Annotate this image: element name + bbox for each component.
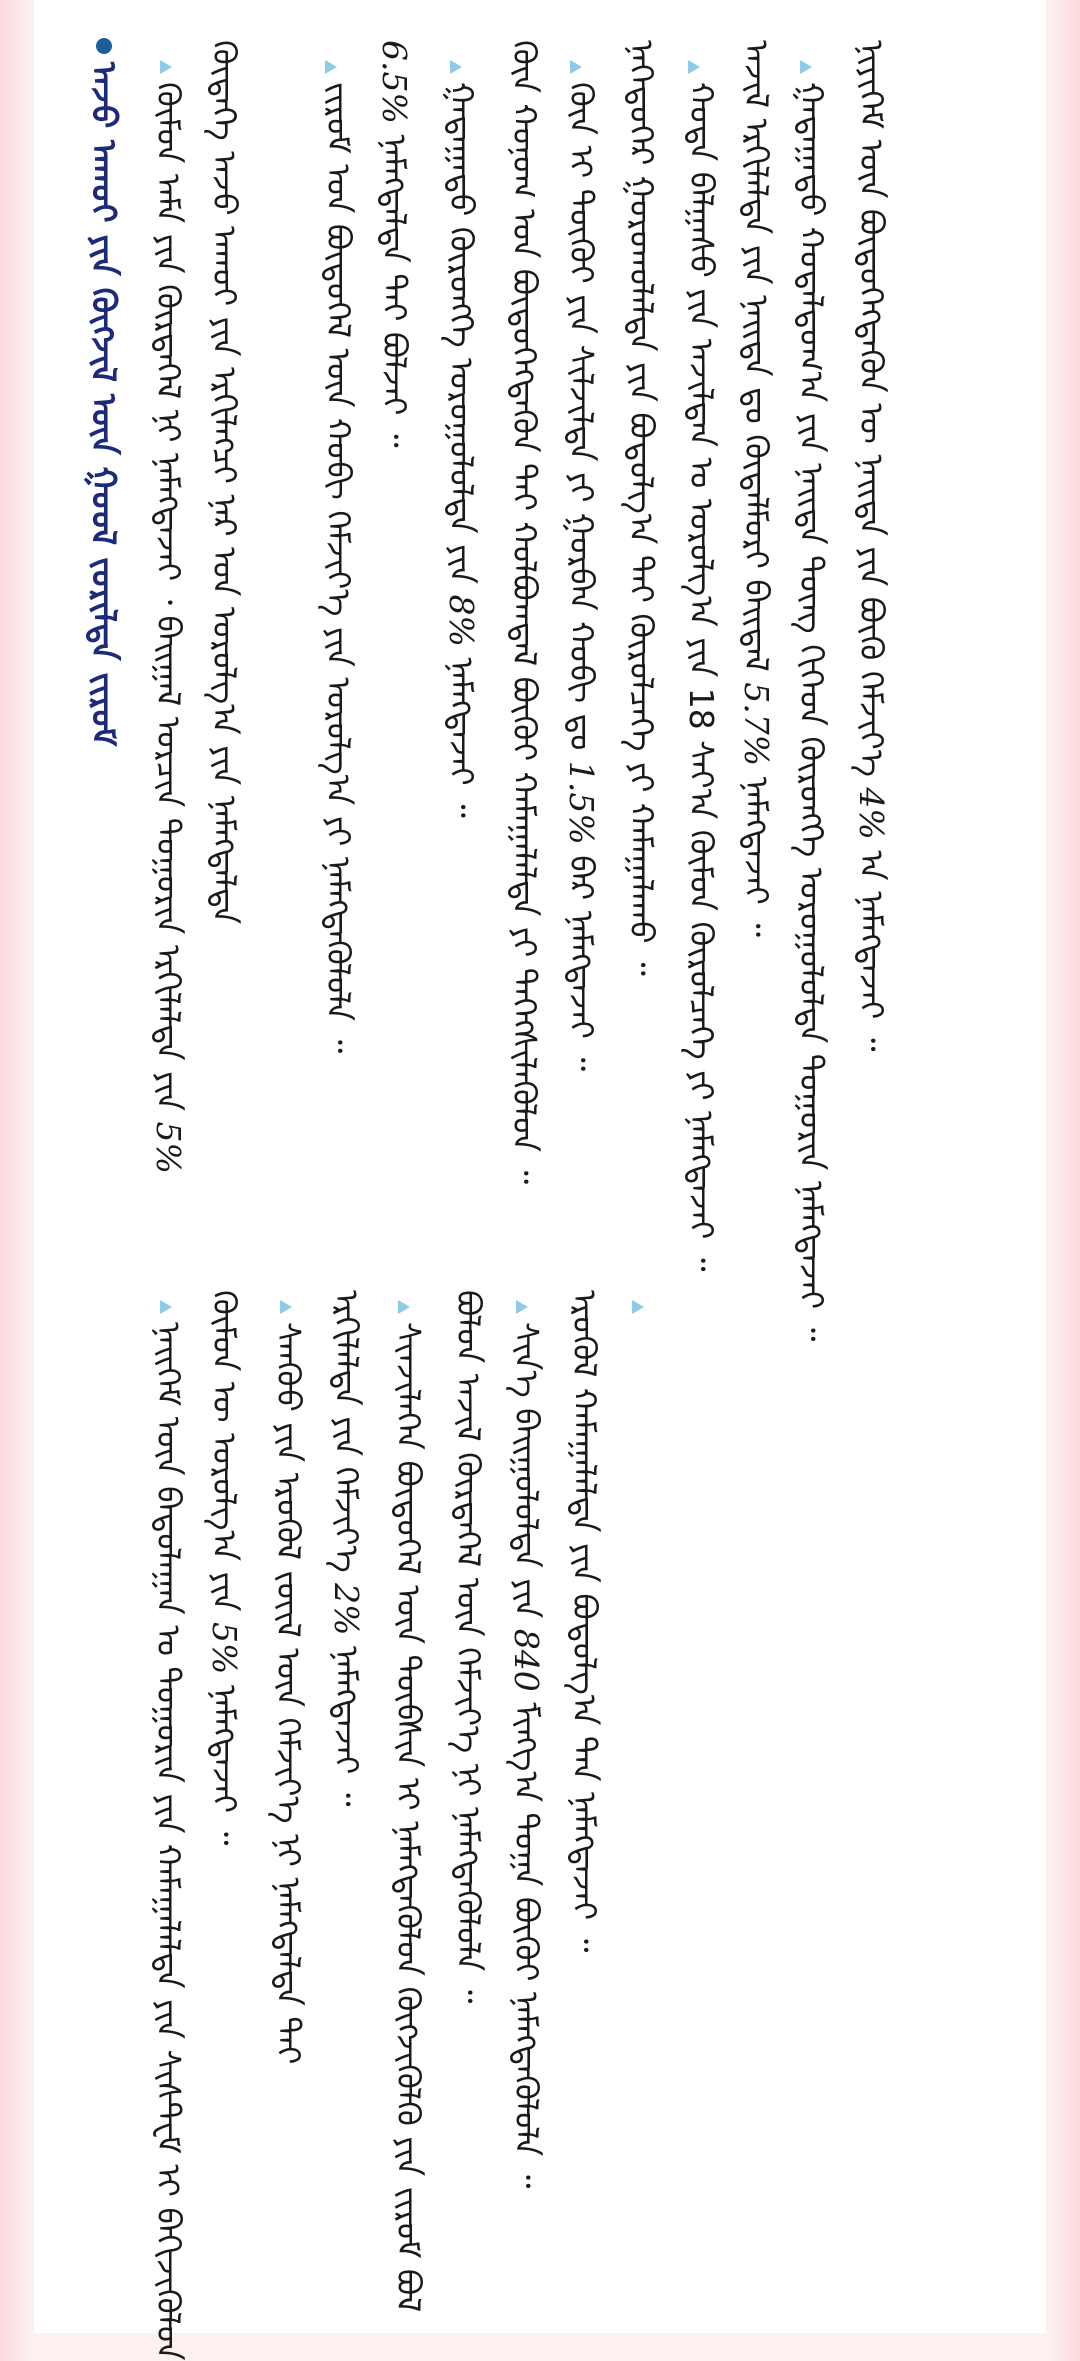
bullet-triangle-icon: [280, 1300, 292, 1314]
text-column: ᠭᠠᠳᠠᠭᠠᠳᠤ ᠬᠤᠳᠠᠯᠳᠤᠭ᠎ᠠ ᠶᠢᠨ ᠨᠡᠢᠲᠡ ᠳᠦᠩ ᠬᠢᠭᠡᠳ ᠬᠥᠷᠥᠩᠭᠡ ᠣᠷᠤᠭᠤᠯᠤᠯᠲᠠ ᠲᠤᠭᠤᠷᠢᠨ ᠨᠡᠮᠡᠭᠳᠡᠵᠡᠢ ᠃: [792, 82, 831, 1342]
text-column: ᠭᠠᠳᠠᠭᠠᠳᠤ ᠬᠥᠷᠥᠩᠭᠡ ᠣᠷᠤᠭᠤᠯᠤᠯᠲᠠ ᠶᠢᠨ 8% ᠨᠡᠮᠡᠭᠳᠡᠵᠡᠢ ᠃: [442, 82, 481, 818]
text-column: ᠰᠢᠨᠵᠢᠯᠡᠭᠡᠨ ᠪᠦᠲᠦᠭᠡᠯ ᠦᠨ ᠲᠦᠪᠰᠢᠨ ᠢ ᠨᠡᠮᠡᠭᠳᠡᠭᠦᠯᠦᠨ ᠬᠥᠭᠵᠢᠭᠦᠯᠬᠦ ᠶᠢᠨ ᠵᠢᠷᠤᠮ ᠪᠣᠯ: [389, 1322, 428, 2313]
bullet-triangle-icon: [632, 1300, 644, 1314]
text-column: ᠡᠷᠦᠬᠦᠯ ᠬᠠᠮᠠᠭᠠᠯᠠᠯᠲᠠ ᠶᠢᠨ ᠪᠣᠳᠣᠯᠭ᠎ᠠ ᠲᠡᠨ ᠨᠡᠮᠡᠭᠳᠡᠵᠡᠢ ᠃: [565, 1290, 604, 1953]
text-column: ᠬᠥᠳᠡᠭᠡ ᠠᠵᠤ ᠠᠬᠤᠢ ᠶᠢᠨ ᠡᠷᠬᠢᠯᠡᠭᠴᠢ ᠨᠠᠷ ᠤᠨ ᠣᠷᠣᠯᠭ᠎ᠠ ᠶᠢᠨ ᠨᠡᠮᠡᠭᠳᠡᠯᠲᠡ: [205, 40, 244, 925]
text-column: ᠨᠢᠶᠢᠭᠡᠮ ᠦᠨ ᠪᠦᠲᠦᠭᠡᠭᠳᠡᠬᠦᠨ ᠦ ᠨᠡᠢᠲᠡ ᠶᠢᠨ ᠪᠥᠬᠥ ᠬᠡᠮᠵᠢᠶ᠎ᠡ 4% ᠡᠨ ᠨᠡᠮᠡᠭᠳᠡᠵᠡᠢ ᠃: [852, 40, 891, 1052]
text-column: ᠰᠠᠨᠬᠦᠦ ᠶᠢᠨ ᠡᠷᠦᠬᠦᠯ ᠵᠦᠢᠯ ᠦᠨ ᠬᠡᠮᠵᠢᠶ᠎ᠡ ᠨᠢ ᠨᠡᠮᠡᠭᠳᠡᠯᠲᠡ ᠲᠠᠢ: [269, 1322, 308, 2065]
text-column: ᠠᠵᠢᠯ ᠡᠷᠬᠢᠯᠡᠯᠲᠡ ᠶᠢᠨ ᠨᠡᠢᠲᠡ ᠳᠤ ᠬᠥᠳᠡᠯᠮᠦᠷᠢ ᠪᠠᠢᠳᠠᠯ 5.7% ᠨᠡᠮᠡᠭᠳᠡᠵᠡᠢ ᠃: [737, 40, 776, 938]
heading-bullet-icon: [96, 38, 112, 54]
bullet-triangle-icon: [516, 1300, 528, 1314]
bullet-triangle-icon: [160, 60, 172, 74]
text-column: ᠬᠦᠮᠦᠨ ᠠᠮᠠ ᠶᠢᠨ ᠬᠦᠷᠲᠡᠭᠡᠯ ᠨᠢ ᠨᠡᠮᠡᠭᠳᠡᠵᠡᠢ ᠂ ᠪᠠᠢᠭᠠᠯ ᠣᠷᠴᠢᠨ ᠲᠣᠭᠣᠷᠢᠨ ᠡᠷᠬᠢᠯᠡᠯᠲᠡ ᠶᠢᠨ 5%: [149, 82, 188, 1174]
text-column: 6.5% ᠨᠡᠮᠡᠭᠳᠡᠯᠲᠡ ᠲᠠᠢ ᠪᠣᠯᠵᠠᠢ ᠃: [375, 40, 414, 448]
text-column: ᠬᠣᠲᠠ ᠪᠠᠯᠭᠠᠰᠤ ᠶᠢᠨ ᠠᠵᠢᠯᠲᠠᠨ ᠤ ᠣᠷᠣᠯᠭ᠎ᠠ ᠶᠢᠨ 18 ᠰᠠᠶ᠎ᠠ ᠬᠦᠮᠦᠨ ᠬᠦᠷᠦᠯᠴᠡᠭᠡ ᠶᠢ ᠨᠡᠮᠡᠭᠳᠡᠵᠡᠢ ᠃: [682, 82, 721, 1272]
text-column: ᠨᠡᠭᠡᠳᠦᠭᠡᠷ ᠭᠣᠷᠤᠬᠤᠯᠠᠯᠲᠠ ᠶᠢᠨ ᠪᠣᠳᠣᠯᠭ᠎ᠠ ᠲᠠᠢ ᠬᠦᠷᠦᠯᠴᠡᠭᠡ ᠶᠢ ᠬᠠᠮᠠᠭᠠᠯᠠᠬᠤ ᠃: [622, 40, 661, 976]
text-column: ᠪᠣᠯᠣᠨ ᠠᠵᠢᠯ ᠬᠦᠷᠲᠡᠭᠡᠯ ᠦᠨ ᠬᠡᠮᠵᠢᠶ᠎ᠡ ᠨᠢ ᠨᠡᠮᠡᠭᠳᠡᠭᠦᠯᠦᠯᠡ ᠃: [449, 1290, 488, 2004]
bullet-triangle-icon: [160, 1300, 172, 1314]
text-column: ᠰᠢᠨ᠎ᠡ ᠪᠠᠢᠭᠤᠯᠤᠯᠲᠠ ᠶᠢᠨ 840 ᠮᠢᠩᠭ᠎ᠠ ᠲᠣᠭᠠ ᠪᠦᠬᠦᠢ ᠨᠡᠮᠡᠭᠳᠡᠭᠦᠯᠦᠯᠡ ᠃: [507, 1322, 546, 2189]
text-column: ᠬᠦᠨ ᠬᠣᠨᠣᠭ ᠤᠨ ᠪᠦᠲᠦᠭᠡᠭᠳᠡᠬᠦᠨ ᠲᠠᠢ ᠬᠣᠯᠪᠣᠭᠳᠠᠯ ᠪᠦᠬᠦᠢ ᠬᠠᠮᠠᠭᠠᠯᠠᠯᠲᠠ ᠶᠢ ᠳᠡᠭᠡᠭᠰᠢᠯᠡᠭᠦᠯᠦᠨ ᠃: [505, 40, 544, 1185]
text-column: ᠨᠡᠢᠭᠡᠮ ᠦᠨ ᠪᠠᠲᠤᠯᠠᠭᠠᠨ ᠤ ᠲᠣᠭᠣᠷᠢᠨ ᠶᠢᠨ ᠬᠠᠮᠠᠭᠠᠯᠠᠯᠲᠠ ᠶᠢᠨ ᠰᠢᠰᠲ᠋ᠧᠮ ᠢ ᠪᠡᠬᠢᠵᠢᠭᠦᠯᠦᠨ: [149, 1322, 188, 2361]
section-heading: ᠠᠵᠤ ᠠᠬᠤᠢ ᠶᠢᠨ ᠬᠥᠭᠵᠢᠯ ᠦᠨ ᠭᠣᠣᠯ ᠵᠣᠷᠢᠯᠲᠠ ᠵᠢᠷᠤᠮ: [83, 62, 123, 747]
bullet-triangle-icon: [325, 60, 337, 74]
text-column: ᠵᠢᠷᠤᠮ ᠤᠨ ᠪᠦᠲᠦᠭᠡᠯ ᠦᠨ ᠬᠤᠪᠢ ᠬᠡᠮᠵᠢᠶ᠎ᠡ ᠶᠢᠨ ᠣᠷᠣᠯᠭ᠎ᠠ ᠶᠢ ᠨᠡᠮᠡᠭᠳᠡᠭᠦᠯᠦᠯᠡ ᠃: [319, 82, 358, 1054]
bullet-triangle-icon: [398, 1300, 410, 1314]
text-column: ᠡᠷᠬᠢᠯᠡᠯᠲᠡ ᠶᠢᠨ ᠬᠡᠮᠵᠢᠶ᠎ᠡ 2% ᠨᠡᠮᠡᠭᠳᠡᠵᠡᠢ ᠃: [327, 1290, 366, 1807]
bullet-triangle-icon: [800, 60, 812, 74]
bullet-triangle-icon: [450, 60, 462, 74]
text-column: ᠬᠦᠨ ᠢ ᠳᠦᠭᠦᠢ ᠶᠢᠨ ᠰᠢᠯᠵᠢᠯᠲᠡ ᠶᠢ ᠭᠤᠷᠪᠠᠨ ᠬᠤᠪᠢ ᠳᠤ 1.5% ᠪᠠᠷ ᠨᠡᠮᠡᠭᠳᠡᠵᠡᠢ ᠃: [562, 82, 601, 1072]
bullet-triangle-icon: [570, 60, 582, 74]
bullet-triangle-icon: [688, 60, 700, 74]
text-column: ᠬᠦᠮᠦᠨ ᠦ ᠣᠷᠣᠯᠭ᠎ᠠ ᠶᠢᠨ 5% ᠨᠡᠮᠡᠭᠳᠡᠵᠡᠢ ᠃: [205, 1290, 244, 1846]
